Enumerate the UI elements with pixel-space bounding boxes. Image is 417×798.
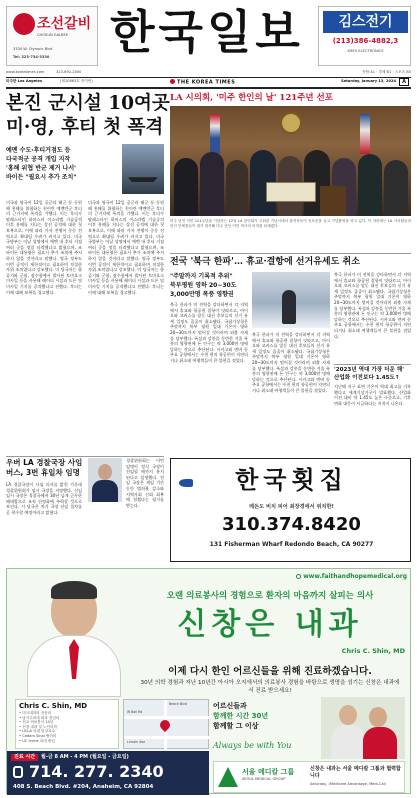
podium: [320, 186, 346, 216]
cold-body-3: 북극 한파가 미 전역을 강타하면서 각 지역에서 휴교와 항공편 결항이 잇따르고, 아이오와 코커스를 앞둔 대선 후보들의 선거 유세 일정도 줄줄이 취소됐다. 국립기상청은 주말까지 북부 평원 일대 기온이 영하 20~30도까지 떨어질 것이라며 외출 자제를 당부했다. 폭설과 강풍을 동반한 겨울 폭풍의 영향권에 든 인구는 약 3,000만 명에 달하는 것으로 추산된다. 시카고와 덴버 등 주요 공항에서는 수천 편의 항공편이 지연되거나 취소돼 여행객들이 큰 불편을 겪었다.: [334, 272, 411, 339]
lead-body: 미국과 영국이 12일 공군과 해군 등 동원해 홍해를 위협하는 친이란 예멘반군 후티의 근거지에 폭격을 가했다. 이는 후티가 팔레스타인 하마스의 이스라엘 기습공격 이후 홍해를 지나는 상선 공격에 대한 첫 보복으로, 이에 따라 가자 전쟁이 중동 전역으로 확대될 우려가 커지고 있다. 미국 국방부는 이날 성명에서 예멘 내 후티 거점 여러 곳을 정밀 타격했다고 밝혔으며, 조 바이든 대통령은 필요시 추가 조치에 주저하지 않을 것이라고 말했다. 영국 정부도 이번 공격이 제한적이고 필요하며 적절한 자위 조치였다고 강조했다. 미 당국자는 항공기와 군함, 잠수함에서 발사된 토마호크 미사일 등을 사용해 레이더 시설과 드론 및 미사일 기지를 공격했다고 전했다. 후티는 이에 대해 보복을 경고했다.: [6, 200, 82, 295]
uniform: [92, 480, 118, 502]
senior-box: [213, 697, 405, 759]
divider: [170, 253, 411, 254]
ad-brand: 조선갈비: [37, 16, 92, 32]
senior-text-1: 어르신들과: [213, 702, 247, 710]
lead-body-cont: 미국과 영국이 12일 공군과 해군 등 동원해 홍해를 위협하는 친이란 예멘반군 후티의 근거지에 폭격을 가했다. 이는 후티가 팔레스타인 하마스의 이스라엘 기습공격 이후 홍해를 지나는 상선 공격에 대한 첫 보복으로, 이에 따라 가자 전쟁이 중동 전역으로 확대될 우려가 커지고 있다. 미국 국방부는 이날 성명에서 예멘 내 후티 거점 여러 곳을 정밀 타격했다고 밝혔으며, 조 바이든 대통령은 필요시 추가 조치에 주저하지 않을 것이라고 말했다. 영국 정부도 이번 공격이 제한적이고 필요하며 적절한 자위 조치였다고 강조했다. 미 당국자는 항공기와 군함, 잠수함에서 발사된 토마호크 미사일 등을 사용해 레이더 시설과 드론 및 미사일 기지를 공격했다고 전했다. 후티는 이에 대해 보복을 경고했다.: [88, 200, 164, 295]
lead-headline-2: 미·영, 후티 첫 폭격: [6, 117, 164, 138]
clinic-url-text: www.faithandhopemedical.org: [303, 573, 407, 580]
senior-text-2: 함께한 시간 30년: [213, 712, 269, 720]
clinic-address: 408 S. Beach Blvd. #204, Anaheim, CA 92804: [13, 784, 154, 790]
always-text: Always be with You: [213, 741, 292, 750]
lead-photo: [122, 144, 164, 194]
police-headline-1: 우버 LA 경찰국장 사임: [6, 458, 83, 467]
issue-date: Saturday, January 13, 2024: [341, 79, 396, 83]
paper-name-en: [170, 79, 235, 86]
clinic-hours: 월-금 8 AM - 4 PM (월요일 - 금요일): [41, 754, 129, 760]
partner-logo-icon: [218, 767, 238, 787]
lead-headline-1: 본진 군시설 10여곳: [6, 93, 170, 114]
clinic-slogan: 오랜 의료봉사의 경험으로 환자의 마음까지 살피는 의사: [166, 591, 374, 601]
credential-item: • Cedars Sinai 협력의: [19, 733, 57, 738]
clinic-headline: 이제 다시 한인 어르신들을 위해 진료하겠습니다.: [168, 666, 372, 677]
map-label: Lincoln Ave: [127, 740, 146, 744]
clinic-contact-banner: [7, 751, 209, 795]
partner-name: 서울 메디칼 그룹: [242, 768, 295, 776]
restaurant-tagline: 레돈도 비치 피어 최장경에서 위치한!: [249, 504, 334, 510]
climate-headline: '2023년 역대 가장 더운 해' 산업화 이전보다 1.45도↑: [334, 367, 405, 381]
restaurant-ad[interactable]: [170, 458, 411, 562]
masthead-rule-bottom: [6, 87, 411, 89]
partner-name-en: SEOUL MEDICAL GROUP: [242, 777, 286, 781]
cold-story[interactable]: [170, 256, 411, 456]
clinic-description: 30년 의학 경험과 지난 10년간 아시아 오지에서의 의료봉사 경험을 바탕으로 생명을 섬기는 신창은 내과에서 진료 받으세요!: [140, 680, 400, 694]
partner-note: 신창은 내과는 서울 메디칼 그룹과 협력합니다: [310, 766, 401, 779]
credential-item: • 신장 내과 및 노인의학: [19, 724, 57, 729]
lead-story[interactable]: [6, 92, 170, 452]
lead-subhead: 바이든 "필요시 추가 조치": [6, 174, 77, 181]
cold-sub-2: 북부평원 영하 20∼30도: [170, 282, 237, 289]
phone-icon: [13, 766, 23, 778]
cold-body-2: 북극 한파가 미 전역을 강타하면서 각 지역에서 휴교와 항공편 결항이 잇따르고, 아이오와 코커스를 앞둔 대선 후보들의 선거 유세 일정도 줄줄이 취소됐다. 국립기상청은 주말까지 북부 평원 일대 기온이 영하 20~30도까지 떨어질 것이라며 외출 자제를 당부했다. 폭설과 강풍을 동반한 겨울 폭풍의 영향권에 든 인구는 약 3,000만 명에 달하는 것으로 추산된다. 시카고와 덴버 등 주요 공항에서는 수천 편의 항공편이 지연되거나 취소돼 여행객들이 큰 불편을 겪었다.: [252, 332, 330, 393]
doctor-portrait: [19, 577, 129, 697]
crowd: [170, 146, 411, 216]
police-headline-2: 버스, 3번 휴일차 임명: [6, 468, 80, 477]
photo-story-headline: LA 시의회, '미주 한인의 날' 121주년 선포: [170, 93, 333, 103]
clinic-ad[interactable]: [6, 568, 411, 794]
lead-subhead: 다국적군 공격 개입 지작: [6, 156, 71, 163]
masthead-rule: [6, 77, 411, 78]
lead-subhead: '홍해 위협 반군 제거 나서': [6, 165, 76, 172]
lead-subhead: 예멘 수도·후티거점도 등: [6, 147, 71, 154]
doctor-name: Chris C. Shin, MD: [19, 702, 88, 710]
event-photo: [170, 106, 411, 216]
paper-title: 한국일보: [110, 5, 304, 59]
cold-body-1: 북극 한파가 미 전역을 강타하면서 각 지역에서 휴교와 항공편 결항이 잇따르고, 아이오와 코커스를 앞둔 대선 후보들의 선거 유세 일정도 줄줄이 취소됐다. 국립기상청은 주말까지 북부 평원 일대 기온이 영하 20~30도까지 떨어질 것이라며 외출 자제를 당부했다. 폭설과 강풍을 동반한 겨울 폭풍의 영향권에 든 인구는 약 3,000만 명에 달하는 것으로 추산된다. 시카고와 덴버 등 주요 공항에서는 수천 편의 항공편이 지연되거나 취소돼 여행객들이 큰 불편을 겪었다.: [170, 302, 248, 363]
ad-tagline: KIM'S ELECTRONICS: [347, 49, 384, 53]
ad-tagline: CHOSUN GALBEE: [37, 33, 69, 37]
restaurant-address: 131 Fisherman Wharf Redondo Beach, CA 90277: [209, 541, 374, 548]
senior-body: [331, 725, 365, 759]
partner-box: [213, 761, 405, 793]
map-label: Beach Blvd: [169, 702, 187, 706]
website-link[interactable]: www.koreatimes.com: [6, 70, 45, 74]
restaurant-name: 한국횟집: [235, 465, 348, 494]
cold-headline: 전국 '북극 한파'… 휴교·결항에 선거유세도 취소: [170, 257, 360, 267]
doctor-hair: [51, 581, 97, 599]
credential-item: • UCLA 의대 임상교수: [19, 729, 56, 734]
open-label: 진료 시간: [11, 754, 38, 761]
chief-photo: [88, 458, 122, 502]
warship-icon: [128, 174, 158, 182]
insurance-note: Saturday, (Medicare Advantage, Medi-Cal): [310, 782, 387, 786]
senior-text-3: 함께할 그 이상: [213, 722, 259, 730]
snow-photo: [252, 272, 330, 328]
credential-item: • 미국내과의 전문의: [19, 711, 52, 715]
photo-caption: 미주 한인 이민 121주년을 기념하는 12일 LA 한인회가 주최한 기념식에서 참석자들이 선포문을 들고 기념촬영을 하고 있다. 이 자리에는 LA 시의원들과 한인 단체장들이 대거 참석해 미주 한인 이민 역사의 의미를 되새겼다.: [170, 219, 411, 228]
edition-label: 미주판 Los Angeles: [6, 79, 42, 83]
seniors-photo: [321, 697, 405, 759]
cold-sub-1: "주말까지 기록적 추위": [170, 273, 233, 280]
head-silhouette: [98, 464, 112, 480]
photo-story[interactable]: [170, 92, 411, 252]
ad-logo-icon: [13, 13, 35, 35]
climate-body: 지난해 지구 표면 기온이 역대 최고를 기록했다고 세계기상기구가 발표했다. 산업화 이전 대비 약 1.45도 높은 수준으로, 기후 변화 대응이 시급하다는 지적이 나온다.: [334, 384, 411, 406]
clinic-url[interactable]: [257, 573, 407, 580]
tel-number: 323-692-2000: [56, 70, 82, 74]
credential-item: • 선교 의료봉사 10년: [19, 720, 54, 725]
map-road: [124, 716, 210, 719]
divider: [6, 456, 164, 457]
credential-item: • UC Irvine 의대 졸업: [19, 738, 55, 743]
cold-subheads: [170, 272, 248, 299]
senior-head: [369, 707, 387, 727]
map-label: W Ball Rd: [127, 710, 143, 714]
ad-phone: Tel: 323-734-3330: [13, 55, 50, 59]
divider: [334, 364, 411, 365]
ad-brand: 김스전기: [323, 11, 408, 33]
edition-note: (제10863호 종이번): [60, 79, 93, 83]
paper-logo-icon: [170, 79, 175, 84]
credentials-box: [15, 699, 119, 749]
ad-phone: (213)386-4882,3: [332, 37, 399, 45]
restaurant-phone[interactable]: 310.374.8420: [222, 514, 361, 535]
police-story[interactable]: [6, 458, 164, 562]
ad-address: 3330 W. Olympic Blvd: [13, 47, 53, 51]
cold-sub-3: 3,000만명 폭풍 영향권: [170, 291, 234, 298]
globe-icon: [296, 574, 301, 579]
masthead: [0, 0, 417, 88]
senior-head: [339, 705, 357, 725]
police-body-2: 경찰위원회는 이번 임명이 정식 국장이 선임될 때까지 유지된다고 설명했다. 전임 국장은 재임 기간 동안 범죄율 감소와 지역사회 신뢰 회복에 힘썼다는 평가를 받는다.: [126, 458, 164, 508]
edition-letter: A: [399, 78, 409, 86]
city-seal-icon: [280, 112, 302, 134]
clinic-name: 신창은 내과: [177, 607, 363, 642]
credential-item: • 남가주의대 내과 전임의: [19, 715, 60, 720]
map-pin-icon: [158, 718, 172, 732]
section-labels: 종합 A1 · 경제 B1 · 스포츠 B5: [362, 70, 411, 74]
proclamation-board: [266, 182, 316, 202]
masthead-right-ad[interactable]: [318, 6, 411, 66]
clinic-name-en: Chris C. Shin, MD: [341, 647, 405, 655]
person-silhouette: [282, 290, 296, 324]
clinic-phone[interactable]: 714. 277. 2340: [29, 762, 164, 781]
senior-body: [363, 727, 397, 759]
lead-subheads: [6, 146, 118, 182]
location-map[interactable]: [123, 699, 209, 749]
paper-name-text: THE KOREA TIMES: [177, 79, 236, 86]
masthead-left-ad[interactable]: [6, 6, 98, 66]
map-road: [124, 736, 210, 739]
police-body: LA 경찰국장이 사임 의사를 밝힌 가운데 경찰위원회가 임시 국장을 지명했다. 신임 임시 국장은 경찰국에서 30년 넘게 근무한 베테랑으로 조직 안정화에 주력할 것으로 보인다. 시 당국은 차기 국장 선임 절차를 곧 착수할 예정이라고 밝혔다.: [6, 482, 82, 515]
